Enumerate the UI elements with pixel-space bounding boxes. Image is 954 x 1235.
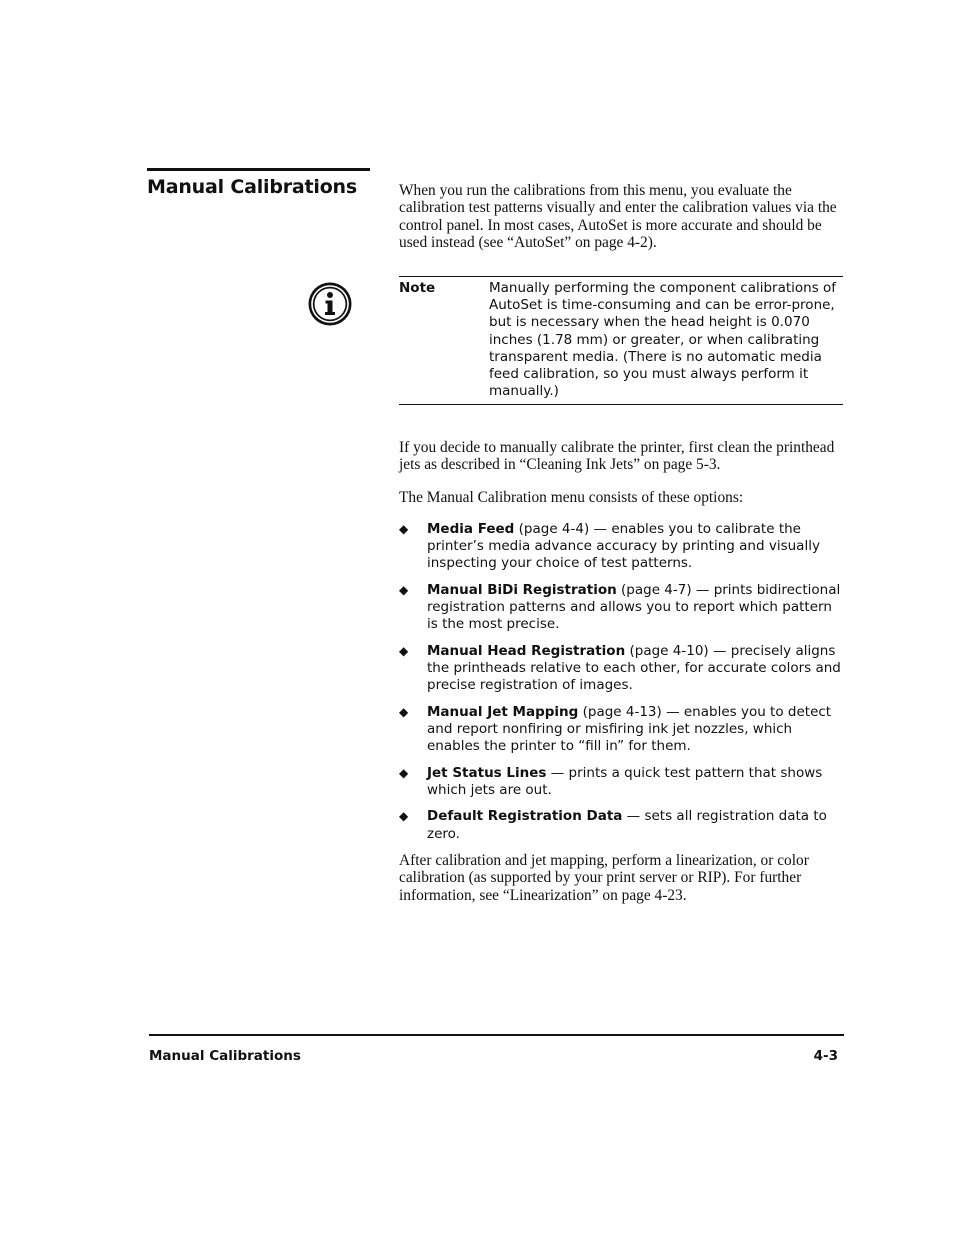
option-ref: (page 4-4)	[514, 521, 590, 537]
list-item	[399, 765, 843, 799]
diamond-bullet-icon: ◆	[399, 809, 409, 824]
option-desc: — enables you to detect and report nonfiring or misfiring ink jet nozzles, which enables the printer to “fill in” for them.	[427, 703, 832, 755]
list-item	[399, 582, 843, 634]
option-desc: — precisely aligns the printheads relative to each other, for accurate colors and precise registration of images.	[427, 642, 841, 694]
info-icon	[307, 281, 353, 327]
option-ref: (page 4-13)	[578, 703, 662, 720]
note-box	[399, 276, 843, 405]
options-list	[399, 521, 843, 852]
note-label: Note	[399, 280, 436, 296]
footer-section-title: Manual Calibrations	[149, 1048, 301, 1064]
option-desc: — prints a quick test pattern that shows which jets are out.	[427, 764, 823, 798]
list-item	[399, 521, 843, 573]
option-desc: — sets all registration data to zero.	[427, 808, 827, 842]
option-name: Media Feed	[427, 521, 515, 537]
option-desc: — prints bidirectional registration patterns and allows you to report which pattern is the most precise.	[427, 581, 841, 633]
page-number: 4-3	[813, 1048, 838, 1064]
menu-intro-paragraph: The Manual Calibration menu consists of these options:	[399, 489, 744, 506]
list-item	[399, 643, 843, 695]
diamond-bullet-icon: ◆	[399, 765, 409, 780]
diamond-bullet-icon: ◆	[399, 522, 409, 536]
option-ref: (page 4-7)	[616, 581, 692, 598]
option-name: Manual Jet Mapping	[427, 703, 579, 720]
option-name: Manual Head Registration	[427, 642, 626, 659]
clean-jets-paragraph: If you decide to manually calibrate the printer, first clean the printhead jets as described in “Cleaning Ink Jets” on page 5-3.	[399, 439, 835, 474]
option-name: Manual BiDi Registration	[427, 581, 617, 598]
diamond-bullet-icon: ◆	[399, 643, 409, 658]
footer-rule	[149, 1034, 844, 1036]
section-title: Manual Calibrations	[147, 176, 357, 198]
list-item	[399, 808, 843, 842]
option-ref: (page 4-10)	[625, 642, 709, 659]
linearization-paragraph: After calibration and jet mapping, perform a linearization, or color calibration (as supported by your print server or RIP). For further information, see “Linearization” on page 4-23.	[399, 852, 809, 904]
note-text: Manually performing the component calibrations of AutoSet is time-consuming and can be error-prone, but is necessary when the head height is 0.070 inches (1.78 mm) or greater, or when calibrating transparent media. (There is no automatic media feed calibration, so you must always perform it manually.)	[489, 280, 837, 400]
option-name: Jet Status Lines	[427, 764, 547, 781]
heading-rule	[147, 168, 370, 171]
diamond-bullet-icon: ◆	[399, 704, 409, 719]
option-name: Default Registration Data	[427, 808, 623, 825]
list-item	[399, 704, 843, 756]
diamond-bullet-icon: ◆	[399, 582, 409, 597]
intro-paragraph: When you run the calibrations from this menu, you evaluate the calibration test patterns visually and enter the calibration values via the control panel. In most cases, AutoSet is more accurate and should be used instead (see “AutoSet” on page 4-2).	[399, 182, 837, 252]
option-desc: — enables you to calibrate the printer’s media advance accuracy by printing and visually inspecting your choice of test patterns.	[427, 521, 820, 572]
